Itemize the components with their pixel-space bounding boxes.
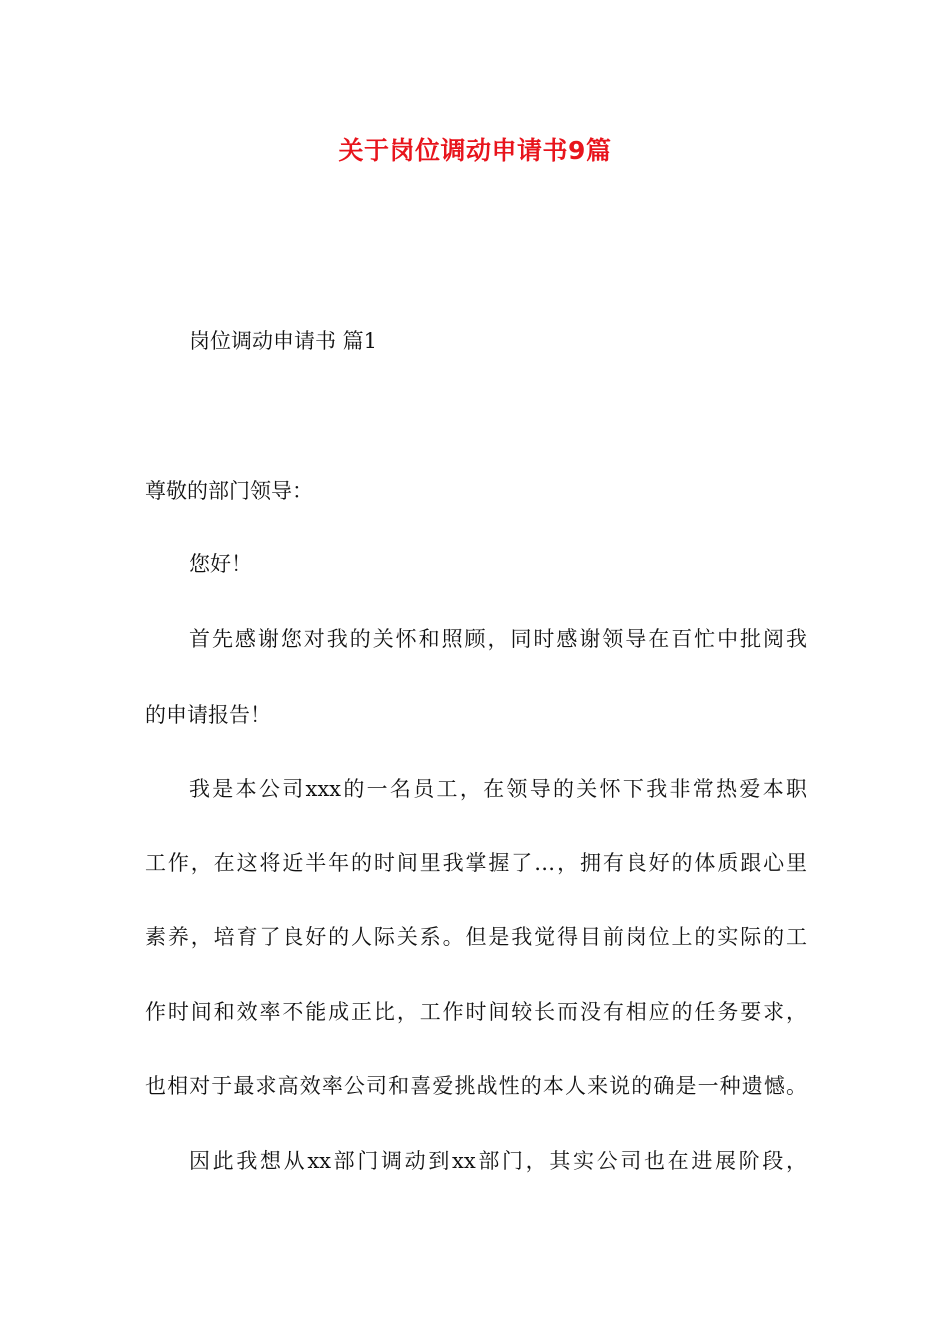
paragraph-line: 素养，培育了良好的人际关系。但是我觉得目前岗位上的实际的工: [145, 925, 807, 949]
salutation: 尊敬的部门领导：: [145, 479, 313, 503]
paragraph-line: 作时间和效率不能成正比，工作时间较长而没有相应的任务要求，: [145, 1000, 807, 1024]
document-title: 关于岗位调动申请书9篇: [338, 136, 612, 165]
paragraph-line: 的申请报告！: [145, 703, 271, 727]
paragraph-line: 也相对于最求高效率公司和喜爱挑战性的本人来说的确是一种遗憾。: [145, 1074, 807, 1098]
paragraph-line: 我是本公司xxx的一名员工，在领导的关怀下我非常热爱本职: [189, 777, 807, 801]
greeting: 您好！: [189, 552, 252, 576]
paragraph-line: 工作，在这将近半年的时间里我掌握了…，拥有良好的体质跟心里: [145, 851, 807, 875]
paragraph-line: 因此我想从xx部门调动到xx部门，其实公司也在进展阶段，: [189, 1149, 807, 1173]
paragraph-line: 首先感谢您对我的关怀和照顾，同时感谢领导在百忙中批阅我: [189, 627, 807, 651]
section-heading: 岗位调动申请书 篇1: [189, 329, 378, 353]
